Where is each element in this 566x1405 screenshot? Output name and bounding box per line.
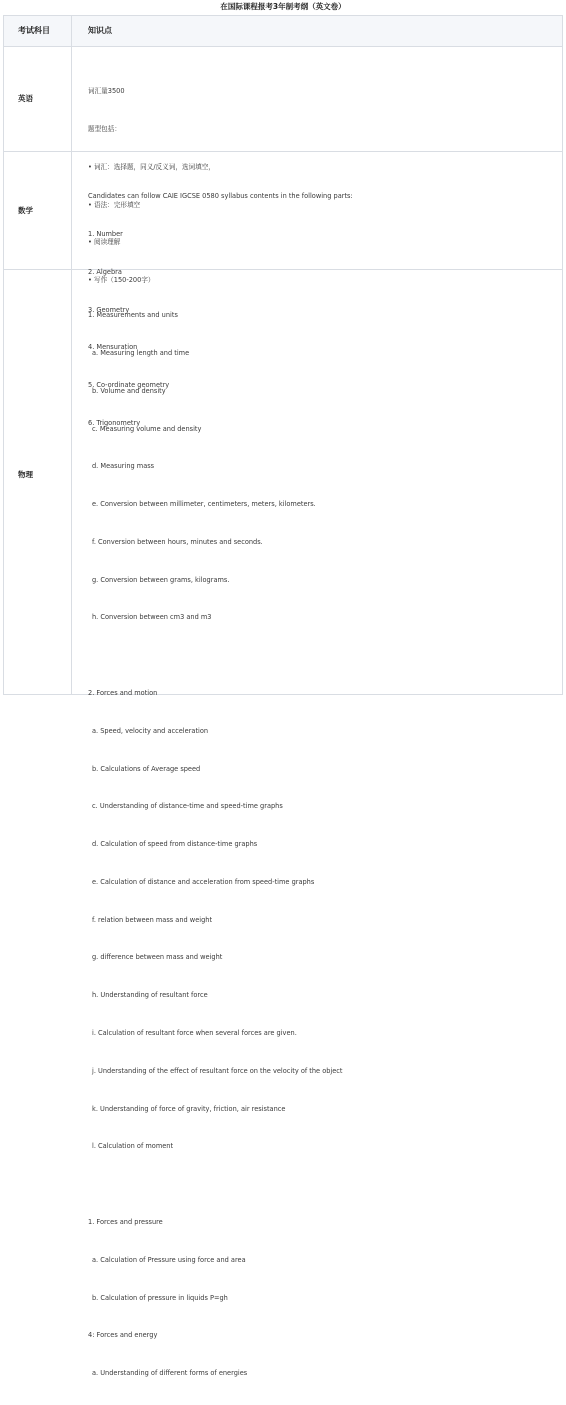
list-item: b. Calculation of pressure in liquids P=gh <box>92 1293 228 1302</box>
list-item: a. Measuring length and time <box>92 348 190 357</box>
list-item: b. Volume and density <box>92 386 166 395</box>
table-row-line: 2. Algebra <box>88 267 122 276</box>
list-item: a. Calculation of Pressure using force and area <box>92 1255 246 1264</box>
table-row-line: 6. Trigonometry <box>88 418 141 427</box>
header-subject: 考试科目 <box>18 26 50 35</box>
syllabus-table <box>3 15 563 1378</box>
list-item: a. Speed, velocity and acceleration <box>92 726 209 735</box>
list-item: h. Understanding of resultant force <box>92 991 208 1000</box>
list-item: f. relation between mass and weight <box>92 915 213 924</box>
list-item: i. Calculation of resultant force when several forces are given. <box>92 1029 297 1038</box>
table-row-line: • 写作（150-200字） <box>88 276 155 285</box>
header-knowledge-points: 知识点 <box>88 26 112 35</box>
list-item: f. Conversion between hours, minutes and seconds. <box>92 537 263 546</box>
list-item: c. Understanding of distance-time and speed-time graphs <box>92 802 283 811</box>
subject-english: 英语 <box>18 94 33 103</box>
physics-content <box>88 284 343 1405</box>
column-divider <box>71 16 72 694</box>
table-row-line: 题型包括： <box>88 124 121 133</box>
group-heading: 4: Forces and energy <box>88 1331 158 1340</box>
list-item: k. Understanding of force of gravity, friction, air resistance <box>92 1104 286 1113</box>
page-title: 在国际课程报考3年制考纲（英文卷） <box>220 2 346 11</box>
list-item: b. Calculations of Average speed <box>92 764 201 773</box>
table-row-line: Candidates can follow CAIE IGCSE 0580 syllabus contents in the following parts: <box>88 192 353 201</box>
subject-math: 数学 <box>18 206 33 215</box>
list-item: d. Measuring mass <box>92 462 155 471</box>
list-item: a. Understanding of different forms of energies <box>92 1369 248 1378</box>
table-row-line: 3. Geometry <box>88 305 130 314</box>
list-item: e. Calculation of distance and acceleration from speed-time graphs <box>92 877 315 886</box>
list-item: g. difference between mass and weight <box>92 953 223 962</box>
list-item: j. Understanding of the effect of resultant force on the velocity of the object <box>92 1066 343 1075</box>
table-row-line: 1. Number <box>88 229 123 238</box>
row-divider <box>4 46 562 47</box>
list-item: g. Conversion between grams, kilograms. <box>92 575 230 584</box>
list-item: h. Conversion between cm3 and m3 <box>92 613 212 622</box>
group-heading: 1. Measurements and units <box>88 311 178 320</box>
list-item: d. Calculation of speed from distance-time graphs <box>92 840 258 849</box>
table-row-line: • 阅读理解 <box>88 238 121 247</box>
group-heading: 1. Forces and pressure <box>88 1217 163 1226</box>
table-row-line: 4. Mensuration <box>88 343 138 352</box>
table-row-line: • 词汇：选择题，同义/反义词，选词填空， <box>88 162 215 171</box>
subject-physics: 物理 <box>18 470 33 479</box>
table-row-line: 词汇量3500 <box>88 87 125 96</box>
table-row-line: 5. Co-ordinate geometry <box>88 381 170 390</box>
list-item: c. Measuring volume and density <box>92 424 202 433</box>
list-item: e. Conversion between millimeter, centimeters, meters, kilometers. <box>92 500 316 509</box>
list-item: l. Calculation of moment <box>92 1142 174 1151</box>
table-row-line: • 语法：完形填空 <box>88 200 141 209</box>
group-heading: 2. Forces and motion <box>88 689 158 697</box>
